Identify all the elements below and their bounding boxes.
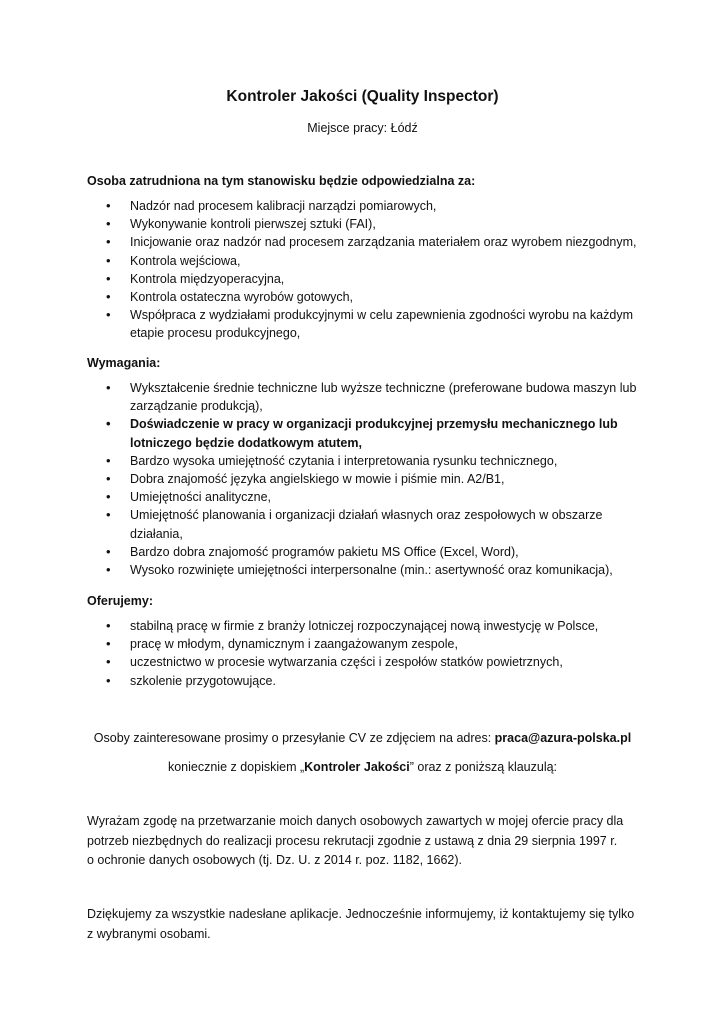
list-item: • Bardzo wysoka umiejętność czytania i interpretowania rysunku technicznego, xyxy=(87,452,647,470)
list-item: • Inicjowanie oraz nadzór nad procesem zarządzania materiałem oraz wyrobem niezgodnym, xyxy=(87,233,647,251)
list-item: • Wykonywanie kontroli pierwszej sztuki (FAI), xyxy=(87,215,647,233)
requirements-heading: Wymagania: xyxy=(87,356,161,370)
list-item: • uczestnictwo w procesie wytwarzania części i zespołów statków powietrznych, xyxy=(87,653,647,671)
closing-line: Dziękujemy za wszystkie nadesłane aplikacje. Jednocześnie informujemy, iż kontaktujemy się tylko xyxy=(87,907,635,921)
list-item: • Wykształcenie średnie techniczne lub wyższe techniczne (preferowane budowa maszyn lub zarządzanie produkcją), xyxy=(87,379,647,415)
clause-line: potrzeb niezbędnych do realizacji procesu rekrutacji zgodnie z ustawą z dnia 29 sierpnia 1997 r. xyxy=(87,833,618,848)
requirements-section xyxy=(87,356,647,579)
consent-clause xyxy=(87,812,647,871)
reference-suffix: ” oraz z poniższą klauzulą: xyxy=(409,760,558,774)
list-item: • Kontrola wejściowa, xyxy=(87,252,647,270)
clause-line: o ochronie danych osobowych (tj. Dz. U. z 2014 r. poz. 1182, 1662). xyxy=(87,853,462,867)
clause-line: Wyrażam zgodę na przetwarzanie moich danych osobowych zawartych w mojej ofercie pracy dla xyxy=(87,814,624,828)
responsibilities-heading: Osoba zatrudniona na tym stanowisku będzie odpowiedzialna za: xyxy=(87,174,476,188)
offer-list xyxy=(87,617,647,690)
list-item: • Wysoko rozwinięte umiejętności interpersonalne (min.: asertywność oraz komunikacja), xyxy=(87,561,647,579)
responsibilities-list xyxy=(87,197,647,343)
responsibilities-section xyxy=(87,174,647,343)
apply-line xyxy=(0,731,725,745)
list-item: • Doświadczenie w pracy w organizacji produkcyjnej przemysłu mechanicznego lub lotniczego będzie dodatkowym atutem, xyxy=(87,415,647,451)
apply-reference-line xyxy=(0,760,725,774)
list-item: • Kontrola ostateczna wyrobów gotowych, xyxy=(87,288,647,306)
offer-section xyxy=(87,594,647,690)
job-location: Miejsce pracy: Łódź xyxy=(307,121,418,135)
reference-prefix: koniecznie z dopiskiem „ xyxy=(167,760,305,774)
list-item: • Nadzór nad procesem kalibracji narządzi pomiarowych, xyxy=(87,197,647,215)
list-item: • stabilną pracę w firmie z branży lotniczej rozpoczynającej nową inwestycję w Polsce, xyxy=(87,617,647,635)
list-item: • Umiejętności analityczne, xyxy=(87,488,647,506)
list-item: • Kontrola międzyoperacyjna, xyxy=(87,270,647,288)
closing-line: z wybranymi osobami. xyxy=(87,926,211,941)
offer-heading: Oferujemy: xyxy=(87,594,153,608)
contact-email[interactable]: praca@azura-polska.pl xyxy=(494,731,632,745)
list-item: • Umiejętność planowania i organizacji działań własnych oraz zespołowych w obszarze działania, xyxy=(87,506,647,542)
list-item: • Dobra znajomość języka angielskiego w mowie i piśmie min. A2/B1, xyxy=(87,470,647,488)
list-item: • szkolenie przygotowujące. xyxy=(87,672,647,690)
list-item: • pracę w młodym, dynamicznym i zaangażowanym zespole, xyxy=(87,635,647,653)
list-item: • Bardzo dobra znajomość programów pakietu MS Office (Excel, Word), xyxy=(87,543,647,561)
page-title: Kontroler Jakości (Quality Inspector) xyxy=(226,88,499,105)
closing-note xyxy=(87,905,647,944)
requirements-list xyxy=(87,379,647,579)
list-item: • Współpraca z wydziałami produkcyjnymi w celu zapewnienia zgodności wyrobu na każdym etapie procesu produkcyjnego, xyxy=(87,306,647,342)
apply-text: Osoby zainteresowane prosimy o przesyłanie CV ze zdjęciem na adres: xyxy=(93,731,495,745)
job-reference: Kontroler Jakości xyxy=(304,760,410,774)
